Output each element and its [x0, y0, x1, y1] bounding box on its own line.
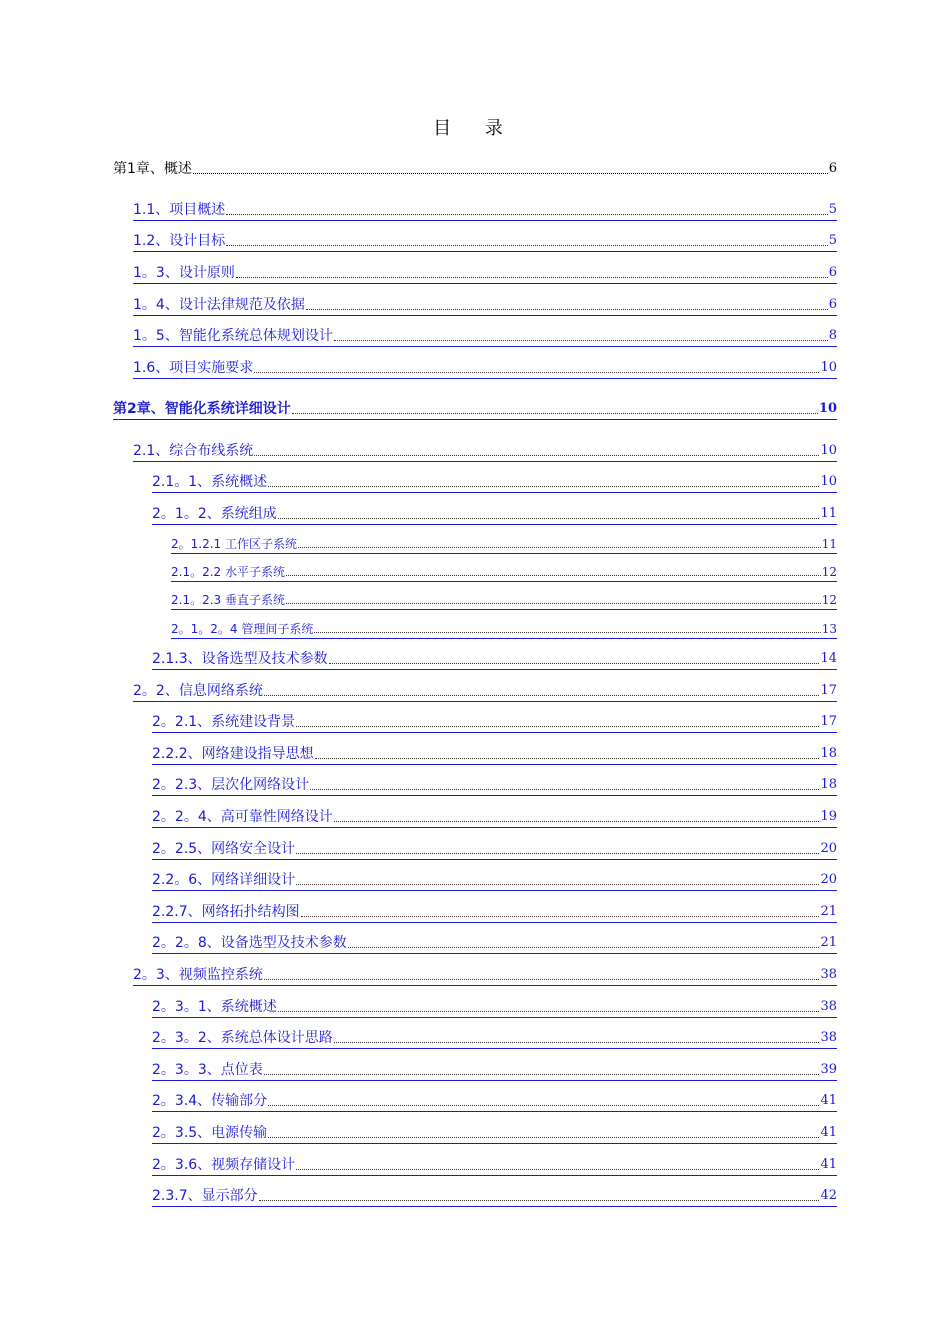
- toc-entry-page: 5: [828, 233, 837, 248]
- toc-entry-page: 38: [820, 999, 837, 1014]
- dot-leader: [298, 547, 821, 548]
- toc-entry-page: 39: [820, 1062, 837, 1077]
- toc-entry-label: 2.1、综合布线系统: [133, 443, 254, 459]
- dot-leader: [334, 821, 820, 822]
- dot-leader: [296, 884, 819, 885]
- dot-leader: [286, 603, 821, 604]
- dot-leader: [254, 455, 819, 456]
- toc-entry-1-1[interactable]: [133, 200, 837, 221]
- dot-leader: [264, 1074, 820, 1075]
- dot-leader: [278, 518, 820, 519]
- toc-entry-page: 13: [821, 622, 837, 636]
- toc-entry-label: 2.2。6、网络详细设计: [152, 872, 296, 888]
- toc-entry-page: 8: [828, 328, 837, 343]
- toc-entry-page: 6: [828, 265, 837, 280]
- toc-entry-1-6[interactable]: [133, 358, 837, 379]
- toc-entry-page: 12: [821, 593, 837, 607]
- toc-entry-2-3-6[interactable]: [152, 1155, 837, 1176]
- toc-entry-2-2-5[interactable]: [152, 839, 837, 860]
- toc-entry-page: 11: [820, 506, 837, 521]
- toc-entry-2-1-1[interactable]: [152, 472, 837, 493]
- toc-entry-label: 2。2.1、系统建设背景: [152, 714, 296, 730]
- toc-entry-page: 17: [820, 683, 837, 698]
- toc-entry-2-1-3[interactable]: [152, 649, 837, 670]
- toc-entry-page: 18: [820, 746, 837, 761]
- toc-entry-page: 38: [820, 1030, 837, 1045]
- toc-entry-label: 2。3.4、传输部分: [152, 1093, 268, 1109]
- dot-leader: [268, 1105, 819, 1106]
- toc-entry-label: 2。3、视频监控系统: [133, 967, 263, 983]
- toc-entry-page: 10: [820, 474, 837, 489]
- toc-entry-label: 2。2、信息网络系统: [133, 683, 263, 699]
- dot-leader: [286, 575, 821, 576]
- dot-leader: [278, 1011, 820, 1012]
- toc-entry-label: 2。3。3、点位表: [152, 1062, 263, 1078]
- toc-entry-page: 12: [821, 565, 837, 579]
- dot-leader: [314, 632, 820, 633]
- toc-entry-page: 17: [820, 714, 837, 729]
- toc-entry-label: 2。1。2。4 管理间子系统: [171, 622, 314, 636]
- toc-entry-2-3-7[interactable]: [152, 1186, 837, 1207]
- toc-entry-label: 2。3.5、电源传输: [152, 1125, 268, 1141]
- toc-entry-page: 38: [820, 967, 837, 982]
- toc-entry-page: 41: [820, 1093, 837, 1108]
- dot-leader: [296, 853, 819, 854]
- toc-entry-2-3-1[interactable]: [152, 997, 837, 1018]
- toc-entry-2-1-2-4[interactable]: [171, 620, 837, 639]
- toc-entry-label: 1.1、项目概述: [133, 202, 226, 218]
- dot-leader: [254, 372, 819, 373]
- toc-entry-label: 1.2、设计目标: [133, 233, 226, 249]
- toc-entry-2-2-1[interactable]: [152, 712, 837, 733]
- toc-entry-page: 18: [820, 777, 837, 792]
- toc-entry-page: 10: [820, 360, 837, 375]
- toc-entry-2-1-2[interactable]: [152, 504, 837, 525]
- toc-entry-page: 14: [820, 651, 837, 666]
- toc-entry-label: 2.3.7、显示部分: [152, 1188, 258, 1204]
- toc-entry-2-3-3[interactable]: [152, 1060, 837, 1081]
- toc-entry-label: 2.2.7、网络拓扑结构图: [152, 904, 300, 920]
- toc-entry-1-2[interactable]: [133, 231, 837, 252]
- toc-entry-2-3-5[interactable]: [152, 1123, 837, 1144]
- dot-leader: [193, 173, 828, 174]
- toc-entry-2-2-4[interactable]: [152, 807, 837, 828]
- dot-leader: [301, 916, 820, 917]
- toc-entry-label: 第1章、概述: [113, 161, 192, 177]
- dot-leader: [310, 789, 819, 790]
- toc-entry-label: 2。3。1、系统概述: [152, 999, 277, 1015]
- toc-entry-1-4[interactable]: [133, 295, 837, 316]
- toc-entry-label: 2。3。2、系统总体设计思路: [152, 1030, 333, 1046]
- toc-entry-2-2-2[interactable]: [152, 744, 837, 765]
- dot-leader: [329, 663, 820, 664]
- toc-entry-page: 20: [820, 872, 837, 887]
- toc-entry-page: 21: [820, 904, 837, 919]
- toc-entry-label: 1。5、智能化系统总体规划设计: [133, 328, 333, 344]
- dot-leader: [226, 214, 827, 215]
- toc-entry-label: 2。2。8、设备选型及技术参数: [152, 935, 347, 951]
- toc-entry-chapter-2[interactable]: [113, 399, 837, 420]
- dot-leader: [306, 309, 828, 310]
- dot-leader: [334, 1042, 820, 1043]
- toc-entry-2-2-6[interactable]: [152, 870, 837, 891]
- toc-entry-label: 1.6、项目实施要求: [133, 360, 254, 376]
- toc-entry-2-2[interactable]: [133, 681, 837, 702]
- toc-entry-page: 10: [820, 443, 837, 458]
- toc-entry-page: 5: [828, 202, 837, 217]
- toc-entry-2-2-8[interactable]: [152, 933, 837, 954]
- dot-leader: [296, 1169, 819, 1170]
- toc-entry-label: 第2章、智能化系统详细设计: [113, 401, 291, 417]
- toc-entry-2-3-4[interactable]: [152, 1091, 837, 1112]
- toc-entry-page: 6: [828, 297, 837, 312]
- dot-leader: [292, 413, 818, 414]
- toc-entry-label: 2。3.6、视频存储设计: [152, 1157, 296, 1173]
- toc-entry-page: 41: [820, 1157, 837, 1172]
- toc-entry-label: 2。1。2、系统组成: [152, 506, 277, 522]
- dot-leader: [268, 486, 819, 487]
- toc-entry-label: 1。4、设计法律规范及依据: [133, 297, 305, 313]
- toc-entry-2-2-3[interactable]: [152, 775, 837, 796]
- toc-entry-page: 10: [818, 401, 837, 416]
- toc-entry-2-1-2-1[interactable]: [171, 535, 837, 554]
- toc-entry-2-1[interactable]: [133, 441, 837, 462]
- toc-entry-2-2-7[interactable]: [152, 902, 837, 923]
- toc-entry-label: 2.2.2、网络建设指导思想: [152, 746, 314, 762]
- toc-entry-page: 19: [820, 809, 837, 824]
- toc-entry-label: 2.1.3、设备选型及技术参数: [152, 651, 328, 667]
- toc-entry-2-3[interactable]: [133, 965, 837, 986]
- toc-entry-2-3-2[interactable]: [152, 1028, 837, 1049]
- toc-title: 目 录: [433, 118, 517, 139]
- toc-entry-label: 2。2.5、网络安全设计: [152, 841, 296, 857]
- dot-leader: [296, 726, 819, 727]
- toc-entry-label: 2。2。4、高可靠性网络设计: [152, 809, 333, 825]
- dot-leader: [334, 340, 828, 341]
- dot-leader: [236, 277, 828, 278]
- toc-entry-label: 2。2.3、层次化网络设计: [152, 777, 310, 793]
- toc-entry-page: 21: [820, 935, 837, 950]
- dot-leader: [264, 695, 820, 696]
- dot-leader: [268, 1137, 819, 1138]
- dot-leader: [259, 1200, 820, 1201]
- dot-leader: [264, 979, 820, 980]
- toc-entry-2-1-2-3[interactable]: [171, 591, 837, 610]
- toc-entry-label: 2.1。2.3 垂直子系统: [171, 593, 285, 607]
- toc-entry-label: 2。1.2.1 工作区子系统: [171, 537, 297, 551]
- toc-entry-2-1-2-2[interactable]: [171, 563, 837, 582]
- toc-entry-page: 6: [828, 161, 837, 176]
- toc-entry-label: 2.1。2.2 水平子系统: [171, 565, 285, 579]
- dot-leader: [226, 245, 827, 246]
- dot-leader: [348, 947, 820, 948]
- toc-entry-chapter-1[interactable]: [113, 159, 837, 179]
- toc-entry-page: 11: [821, 537, 837, 551]
- toc-entry-1-5[interactable]: [133, 326, 837, 347]
- toc-entry-page: 20: [820, 841, 837, 856]
- toc-entry-page: 41: [820, 1125, 837, 1140]
- toc-entry-label: 1。3、设计原则: [133, 265, 235, 281]
- toc-entry-1-3[interactable]: [133, 263, 837, 284]
- toc-entry-label: 2.1。1、系统概述: [152, 474, 268, 490]
- dot-leader: [315, 758, 820, 759]
- toc-entry-page: 42: [820, 1188, 837, 1203]
